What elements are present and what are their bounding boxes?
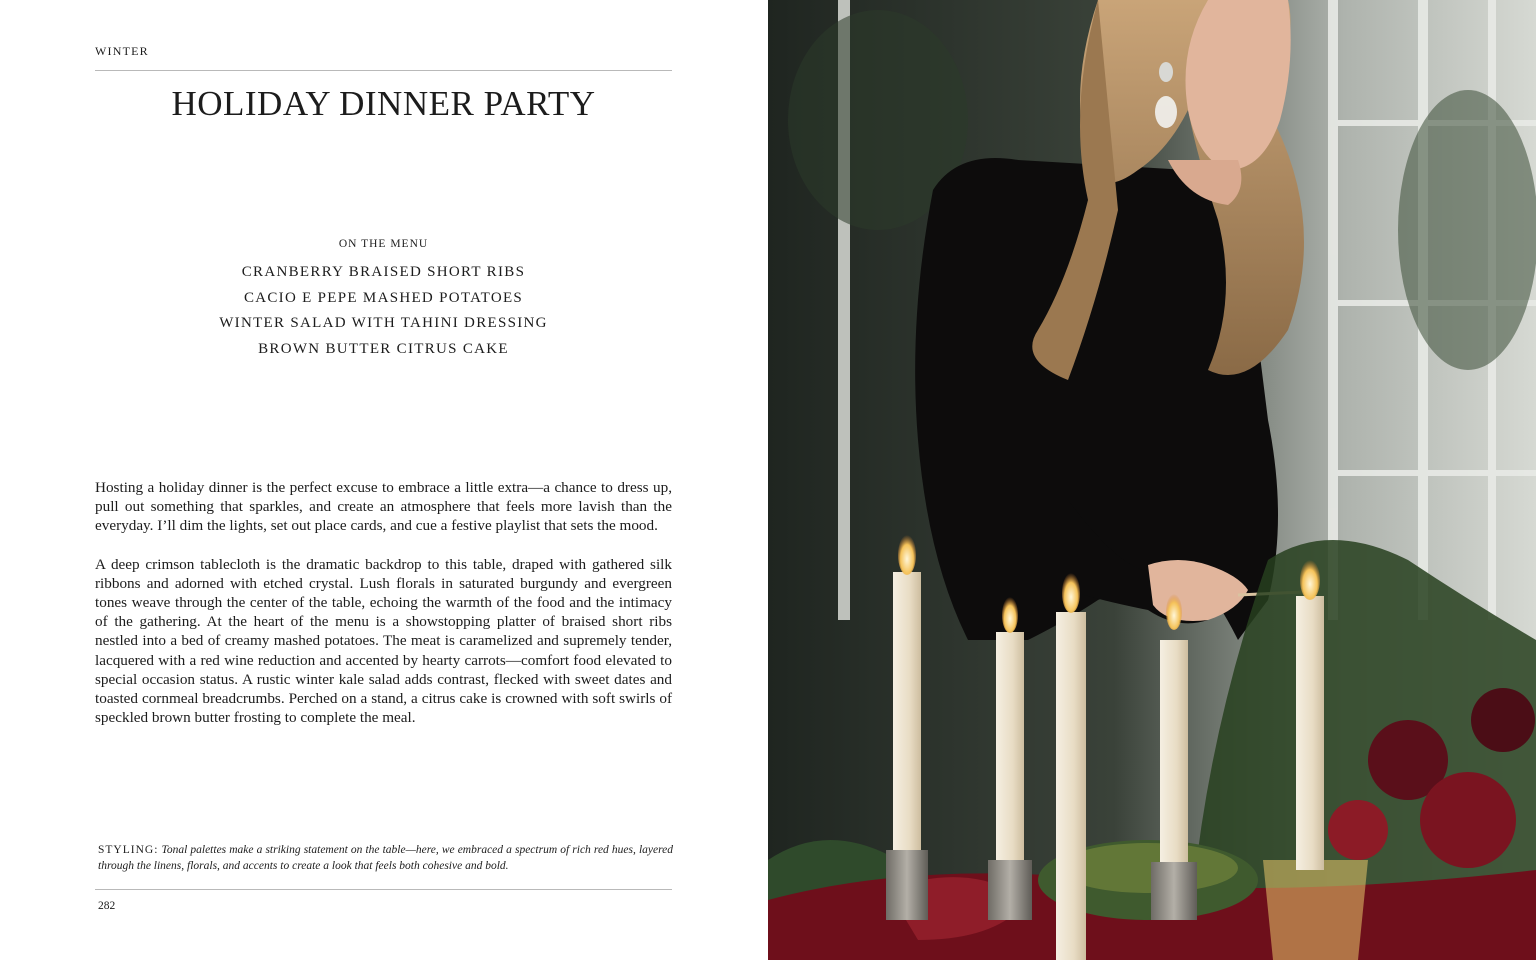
menu-item: CACIO E PEPE MASHED POTATOES: [243, 289, 524, 306]
menu-item: WINTER SALAD WITH TAHINI DRESSING: [219, 315, 548, 331]
body-paragraph: A deep crimson tablecloth is the dramatic backdrop to this table, draped with gathered silk ribbons and adorned with etched crystal. Lush florals in saturated burgundy and evergreen tones weave through the center of the table, echoing the warmth of the food and the intimacy of the gathering. At the heart of the menu is a showstopping platter of braised short ribs nestled into a bed of creamy mashed potatoes. The meat is caramelized and supremely tender, lacquered with a red wine reduction and accented by hearty carrots—comfort food elevated to special occasion status. A rustic winter kale salad adds contrast, flecked with sweet dates and toasted cornmeal breadcrumbs. Perched on a stand, a citrus cake is crowned with soft swirls of speckled brown butter frosting to complete the meal.: [95, 555, 672, 727]
menu-heading: ON THE MENU: [338, 238, 429, 250]
photo-page: [768, 0, 1536, 960]
body-text: [95, 478, 672, 746]
page-title: HOLIDAY DINNER PARTY: [171, 84, 596, 123]
body-paragraph: Hosting a holiday dinner is the perfect excuse to embrace a little extra—a chance to dress up, pull out something that sparkles, and create an atmosphere that feels more lavish than the everyday. I’ll dim the lights, set out place cards, and cue a festive playlist that sets the mood.: [95, 479, 672, 535]
menu-block: [95, 238, 672, 362]
header-rule: [95, 70, 672, 71]
styling-note: [98, 842, 673, 874]
styling-text: Tonal palettes make a striking statement on the table—here, we embraced a spectrum of rich red hues, layered through the linens, florals, and accents to create a look that feels both cohesive and bold.: [98, 844, 674, 872]
page-number: 282: [98, 900, 116, 912]
footer-rule: [95, 889, 672, 890]
section-label: WINTER: [95, 44, 149, 58]
styling-label: STYLING:: [98, 844, 159, 856]
menu-item: BROWN BUTTER CITRUS CAKE: [258, 340, 509, 357]
woman-lighting-candles-photo: [768, 0, 1536, 960]
menu-item: CRANBERRY BRAISED SHORT RIBS: [241, 264, 526, 280]
